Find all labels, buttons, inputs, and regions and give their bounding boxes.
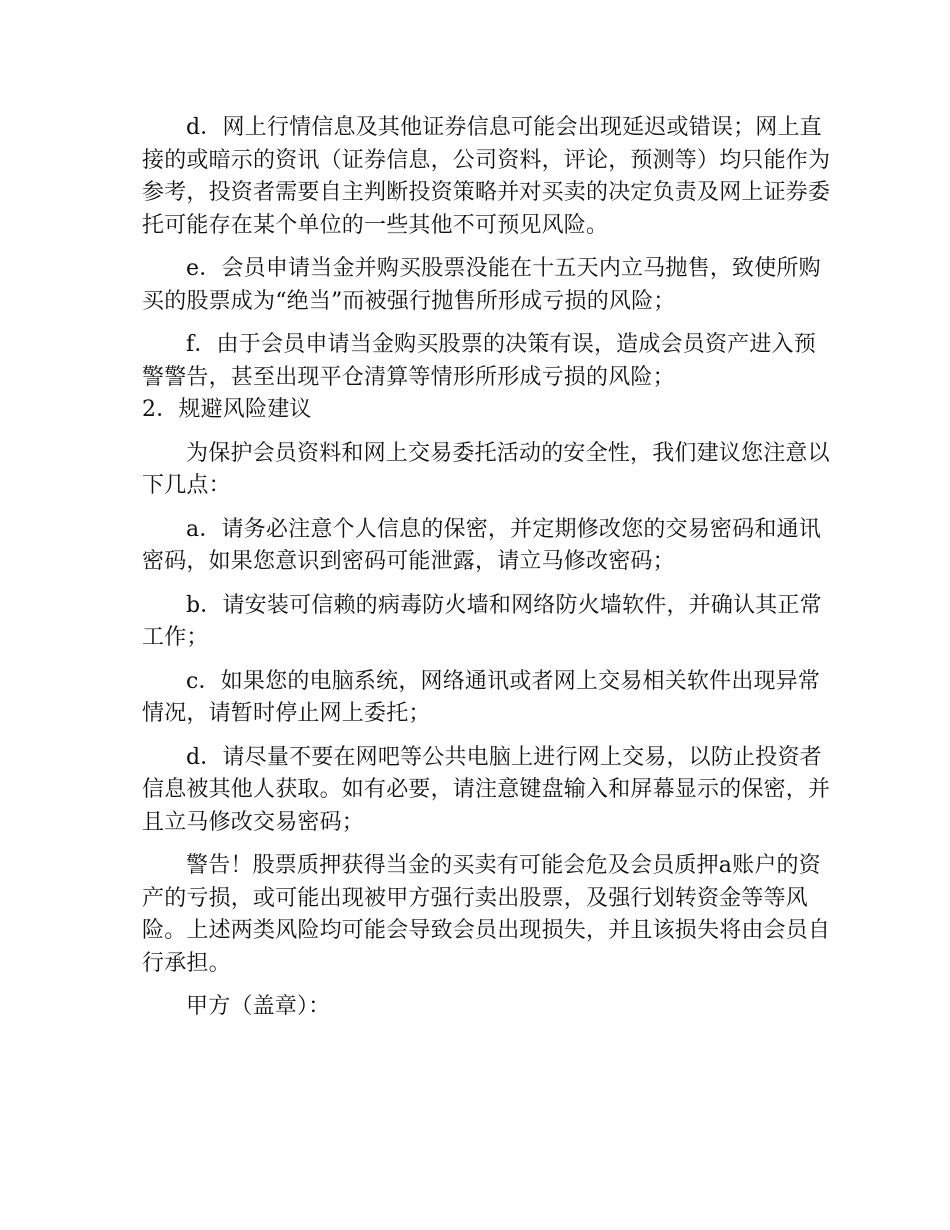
risk-item-f: f．由于会员申请当金购买股票的决策有误，造成会员资产进入预警警告，甚至出现平仓清算等情形所形成亏损的风险； <box>142 332 816 390</box>
advice-item-d: d．请尽量不要在网吧等公共电脑上进行网上交易，以防止投资者信息被其他人获取。如有必要，请注意键盘输入和屏幕显示的保密，并且立马修改交易密码； <box>142 744 831 835</box>
advice-intro: 为保护会员资料和网上交易委托活动的安全性，我们建议您注意以下几点： <box>142 440 830 498</box>
advice-item-a: a．请务必注意个人信息的保密，并定期修改您的交易密码和通讯密码，如果您意识到密码可能泄露，请立马修改密码； <box>142 516 821 574</box>
advice-item-b: b．请安装可信赖的病毒防火墙和网络防火墙软件，并确认其正常工作； <box>142 592 822 650</box>
risk-item-d: d．网上行情信息及其他证券信息可能会出现延迟或错误；网上直接的或暗示的资讯（证券信息，公司资料，评论，预测等）均只能作为参考，投资者需要自主判断投资策略并对买卖的决定负责及网上证券委托可能存在某个单位的一些其他不可预见风险。 <box>142 115 831 238</box>
signature-label: 甲方（盖章）： <box>186 994 331 1019</box>
document-body <box>142 112 832 1035</box>
advice-item-c: c．如果您的电脑系统，网络通讯或者网上交易相关软件出现异常情况，请暂时停止网上委托； <box>142 668 821 726</box>
warning-paragraph: 警告！股票质押获得当金的买卖有可能会危及会员质押a账户的资产的亏损，或可能出现被甲方强行卖出股票，及强行划转资金等等风险。上述两类风险均可能会导致会员出现损失，并且该损失将由会员自行承担。 <box>142 853 831 976</box>
section-heading: 2．规避风险建议 <box>142 397 312 422</box>
risk-item-e: e．会员申请当金并购买股票没能在十五天内立马抛售，致使所购买的股票成为“绝当”而被强行抛售所形成亏损的风险； <box>142 256 821 314</box>
